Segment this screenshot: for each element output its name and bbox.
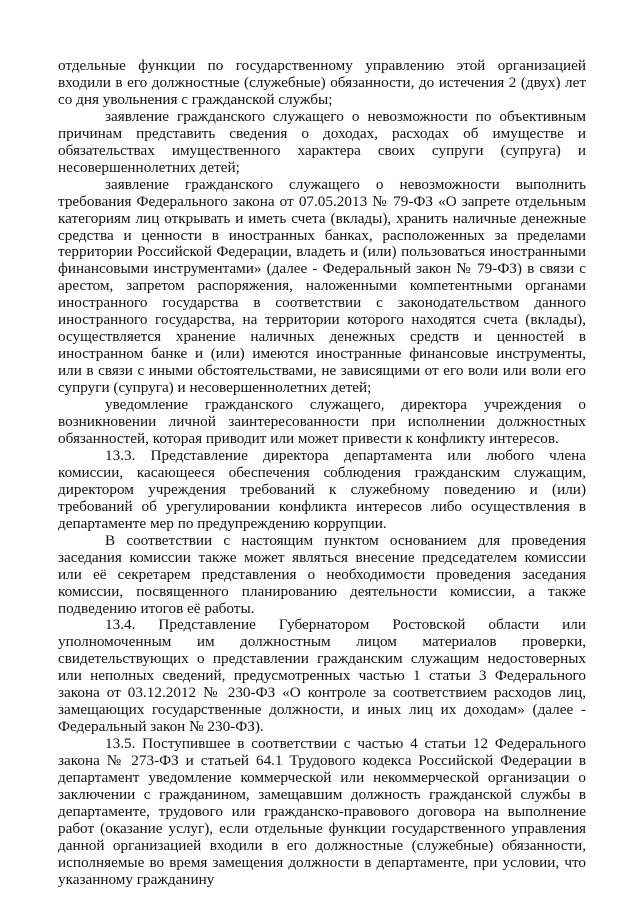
paragraph-clause-13-5: 13.5. Поступившее в соответствии с частью 4 статьи 12 Федерального закона № 273-ФЗ и статьей 64.1 Трудового кодекса Российской Федерации в департамент уведомление коммерческой или некоммерческой организации о заключении с гражданином, замещавшим должность гражданской службы в департаменте, трудового или гражданско-правового договора на выполнение работ (оказание услуг), если отдельные функции государственного управления данной организацией входили в его должностные (служебные) обязанности, исполняемые во время замещения должности в департаменте, при условии, что указанному гражданину (58, 735, 586, 888)
document-page (58, 58, 586, 889)
paragraph-statement-income: заявление гражданского служащего о невозможности по объективным причинам представить сведения о доходах, расходах об имуществе и обязательствах имущественного характера своих супруги (супруга) и несовершеннолетних детей; (58, 107, 586, 176)
paragraph-continuation: отдельные функции по государственному управлению этой организацией входили в его должностные (служебные) обязанности, до истечения 2 (двух) лет со дня увольнения с гражданской службы; (58, 57, 586, 108)
paragraph-clause-13-3: 13.3. Представление директора департамента или любого члена комиссии, касающееся обеспечения соблюдения гражданским служащим, директором учреждения требований к служебному поведению и (или) требований об урегулировании конфликта интересов либо осуществления в департаменте мер по предупреждению коррупции. (58, 446, 586, 532)
paragraph-notice-conflict: уведомление гражданского служащего, директора учреждения о возникновении личной заинтересованности при исполнении должностных обязанностей, которая приводит или может привести к конфликту интересов. (58, 396, 586, 447)
paragraph-statement-foreign-accounts: заявление гражданского служащего о невозможности выполнить требования Федерального закона от 07.05.2013 № 79-ФЗ «О запрете отдельным категориям лиц открывать и иметь счета (вклады), хранить наличные денежные средства и ценности в иностранных банках, расположенных за пределами территории Российской Федерации, владеть и (или) пользоваться иностранными финансовыми инструментами» (далее - Федеральный закон № 79-ФЗ) в связи с арестом, запретом распоряжения, наложенными компетентными органами иностранного государства в соответствии с законодательством данного иностранного государства, на территории которого находятся счета (вклады), осуществляется хранение наличных денежных средств и ценностей в иностранном банке и (или) имеются иностранные финансовые инструменты, или в связи с иными обстоятельствами, не зависящими от его воли или воли его супруги (супруга) и несовершеннолетних детей; (58, 175, 586, 397)
paragraph-meeting-grounds: В соответствии с настоящим пунктом основанием для проведения заседания комиссии также может являться внесение председателем комиссии или её секретарем представления о необходимости проведения заседания комиссии, посвященного планированию деятельности комиссии, а также подведению итогов её работы. (58, 531, 586, 617)
paragraph-clause-13-4: 13.4. Представление Губернатором Ростовской области или уполномоченным им должностным лицом материалов проверки, свидетельствующих о представлении гражданским служащим недостоверных или неполных сведений, предусмотренных частью 1 статьи 3 Федерального закона от 03.12.2012 № 230-ФЗ «О контроле за соответствием расходов лиц, замещающих государственные должности, и иных лиц их доходам» (далее - Федеральный закон № 230-ФЗ). (58, 616, 586, 736)
